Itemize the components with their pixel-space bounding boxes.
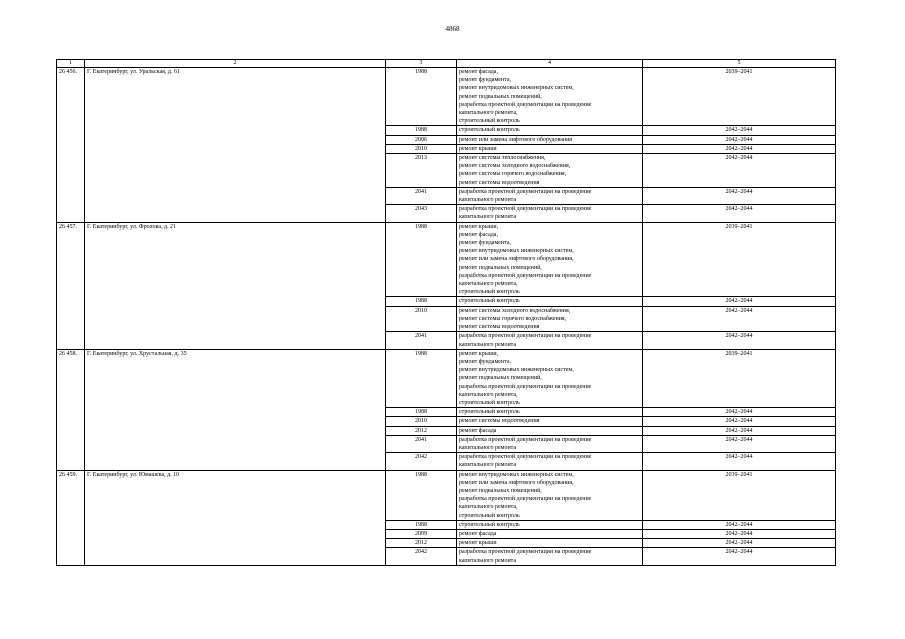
- period-cell: 2042–2044: [643, 205, 836, 222]
- building-address: Г. Екатеринбург, ул. Хрустальная, д. 35: [85, 349, 386, 470]
- column-number: 1: [57, 60, 85, 68]
- year-cell: 2010: [386, 306, 457, 332]
- year-cell: 2010: [386, 417, 457, 426]
- year-cell: 1988: [386, 408, 457, 417]
- period-cell: 2042–2044: [643, 435, 836, 452]
- building-number: 26 457.: [57, 222, 85, 349]
- year-cell: 2013: [386, 154, 457, 188]
- table-row: [57, 470, 836, 520]
- building-address: Г. Екатеринбург, ул. Уральская, д. 61: [85, 68, 386, 223]
- year-cell: 2042: [386, 453, 457, 470]
- work-types-cell: ремонт крыши, ремонт фасада, ремонт фундамента, ремонт внутридомовых инженерных систем, ремонт или замена лифтового оборудования, ремонт подвальных помещений, разработка проектной документации на проведение капитального ремонта, строительный контроль: [457, 222, 643, 297]
- table-body: [57, 68, 836, 566]
- work-types-cell: разработка проектной документации на проведение капитального ремонта: [457, 332, 643, 349]
- work-types-cell: ремонт внутридомовых инженерных систем, ремонт или замена лифтового оборудования, ремонт подвальных помещений, разработка проектной документации на проведение капитального ремонта, строительный контроль: [457, 470, 643, 520]
- work-types-cell: строительный контроль: [457, 520, 643, 529]
- period-cell: 2042–2044: [643, 135, 836, 144]
- period-cell: 2042–2044: [643, 539, 836, 548]
- year-cell: 2009: [386, 529, 457, 538]
- building-number: 26 456.: [57, 68, 85, 223]
- work-types-cell: ремонт системы холодного водоснабжения, ремонт системы горячего водоснабжения, ремонт системы водоотведения: [457, 306, 643, 332]
- column-number: 2: [85, 60, 386, 68]
- work-types-cell: разработка проектной документации на проведение капитального ремонта: [457, 548, 643, 565]
- work-types-cell: разработка проектной документации на проведение капитального ремонта: [457, 187, 643, 204]
- period-cell: 2039–2041: [643, 349, 836, 407]
- period-cell: 2039–2041: [643, 222, 836, 297]
- year-cell: 2042: [386, 548, 457, 565]
- period-cell: 2042–2044: [643, 187, 836, 204]
- period-cell: 2042–2044: [643, 417, 836, 426]
- year-cell: 1988: [386, 126, 457, 135]
- work-types-cell: ремонт крыши: [457, 539, 643, 548]
- work-types-cell: разработка проектной документации на проведение капитального ремонта: [457, 435, 643, 452]
- table-row: [57, 222, 836, 297]
- period-cell: 2042–2044: [643, 154, 836, 188]
- work-types-cell: ремонт или замена лифтового оборудования: [457, 135, 643, 144]
- period-cell: 2042–2044: [643, 408, 836, 417]
- building-address: Г. Екатеринбург, ул. Юмашева, д. 10: [85, 470, 386, 565]
- work-types-cell: строительный контроль: [457, 297, 643, 306]
- column-number: 3: [386, 60, 457, 68]
- work-types-cell: ремонт системы водоотведения: [457, 417, 643, 426]
- work-types-cell: разработка проектной документации на проведение капитального ремонта: [457, 205, 643, 222]
- period-cell: 2042–2044: [643, 529, 836, 538]
- year-cell: 2012: [386, 426, 457, 435]
- repair-schedule-table: [56, 59, 836, 566]
- period-cell: 2039–2041: [643, 470, 836, 520]
- year-cell: 2041: [386, 332, 457, 349]
- year-cell: 2012: [386, 539, 457, 548]
- work-types-cell: строительный контроль: [457, 408, 643, 417]
- period-cell: 2042–2044: [643, 332, 836, 349]
- work-types-cell: ремонт фасада: [457, 426, 643, 435]
- period-cell: 2042–2044: [643, 426, 836, 435]
- period-cell: 2042–2044: [643, 144, 836, 153]
- year-cell: 2041: [386, 187, 457, 204]
- year-cell: 2041: [386, 435, 457, 452]
- period-cell: 2042–2044: [643, 520, 836, 529]
- year-cell: 1988: [386, 222, 457, 297]
- year-cell: 1988: [386, 470, 457, 520]
- work-types-cell: ремонт фасада, ремонт фундамента, ремонт внутридомовых инженерных систем, ремонт подвальных помещений, разработка проектной документации на проведение капитального ремонта, строительный контроль: [457, 68, 643, 126]
- table-row: [57, 349, 836, 407]
- period-cell: 2042–2044: [643, 306, 836, 332]
- year-cell: 1988: [386, 520, 457, 529]
- table-row: [57, 68, 836, 126]
- year-cell: 1988: [386, 68, 457, 126]
- column-number: 4: [457, 60, 643, 68]
- period-cell: 2042–2044: [643, 548, 836, 565]
- column-number: 5: [643, 60, 836, 68]
- period-cell: 2042–2044: [643, 297, 836, 306]
- work-types-cell: ремонт крыши: [457, 144, 643, 153]
- year-cell: 1988: [386, 349, 457, 407]
- work-types-cell: разработка проектной документации на проведение капитального ремонта: [457, 453, 643, 470]
- work-types-cell: ремонт фасада: [457, 529, 643, 538]
- year-cell: 1988: [386, 297, 457, 306]
- year-cell: 2010: [386, 144, 457, 153]
- period-cell: 2039–2041: [643, 68, 836, 126]
- year-cell: 2006: [386, 135, 457, 144]
- building-number: 26 459.: [57, 470, 85, 565]
- period-cell: 2042–2044: [643, 453, 836, 470]
- building-address: Г. Екатеринбург, ул. Фролова, д. 21: [85, 222, 386, 349]
- column-number-row: [57, 60, 836, 68]
- period-cell: 2042–2044: [643, 126, 836, 135]
- year-cell: 2043: [386, 205, 457, 222]
- work-types-cell: ремонт системы теплоснабжения, ремонт системы холодного водоснабжения, ремонт системы горячего водоснабжения, ремонт системы водоотведения: [457, 154, 643, 188]
- page-number: 4868: [445, 25, 460, 33]
- work-types-cell: ремонт крыши, ремонт фундамента, ремонт внутридомовых инженерных систем, ремонт подвальных помещений, разработка проектной документации на проведение капитального ремонта, строительный контроль: [457, 349, 643, 407]
- building-number: 26 458.: [57, 349, 85, 470]
- work-types-cell: строительный контроль: [457, 126, 643, 135]
